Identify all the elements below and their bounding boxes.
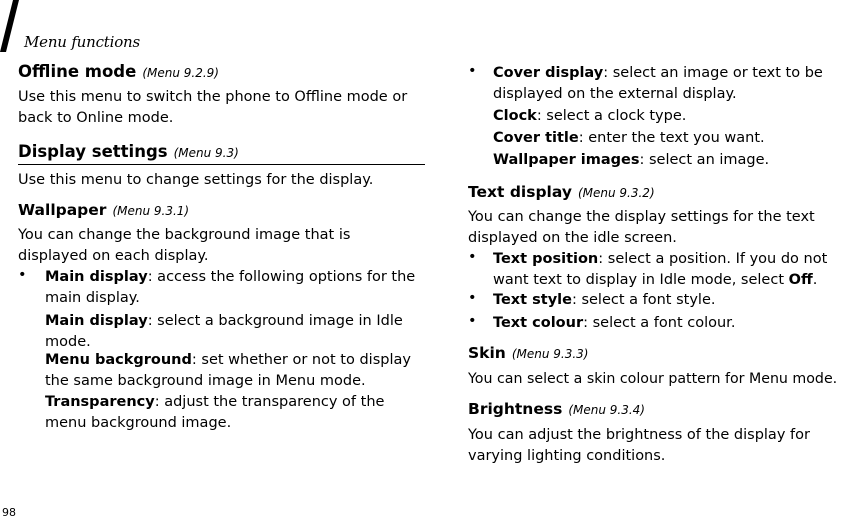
sub-option-menu-background: Menu background: set whether or not to display the same background image in Menu mode. bbox=[45, 352, 411, 389]
header-decoration bbox=[0, 0, 22, 52]
sub-option-main-display: Main display: select a background image in Idle mode. bbox=[45, 313, 403, 350]
section-divider bbox=[18, 164, 425, 165]
skin-body: You can select a skin colour pattern for Menu mode. bbox=[468, 371, 838, 387]
text-style-bullet: Text style: select a font style. bbox=[493, 292, 716, 308]
text-colour-bullet: Text colour: select a font colour. bbox=[493, 315, 736, 331]
skin-heading: Skin (Menu 9.3.3) bbox=[468, 344, 589, 362]
bullet-marker: • bbox=[468, 313, 477, 329]
bullet-marker: • bbox=[468, 63, 477, 79]
sub-option-clock: Clock: select a clock type. bbox=[493, 108, 687, 124]
offline-mode-heading: Offline mode (Menu 9.2.9) bbox=[18, 62, 219, 81]
main-display-bullet: Main display: access the following options for the main display. bbox=[45, 269, 416, 306]
bullet-marker: • bbox=[468, 290, 477, 306]
wallpaper-body: You can change the background image that is displayed on each display. bbox=[18, 227, 351, 264]
offline-mode-body: Use this menu to switch the phone to Offline mode or back to Online mode. bbox=[18, 89, 408, 126]
wallpaper-heading: Wallpaper (Menu 9.3.1) bbox=[18, 201, 190, 219]
sub-option-wallpaper-images: Wallpaper images: select an image. bbox=[493, 152, 770, 168]
bullet-marker: • bbox=[468, 249, 477, 265]
page-header-title: Menu functions bbox=[24, 33, 141, 51]
brightness-body: You can adjust the brightness of the display for varying lighting conditions. bbox=[468, 427, 810, 464]
display-settings-heading: Display settings (Menu 9.3) bbox=[18, 142, 239, 161]
cover-display-bullet: Cover display: select an image or text to be displayed on the external display. bbox=[493, 65, 823, 102]
brightness-heading: Brightness (Menu 9.3.4) bbox=[468, 400, 645, 418]
display-settings-body: Use this menu to change settings for the display. bbox=[18, 172, 374, 188]
sub-option-cover-title: Cover title: enter the text you want. bbox=[493, 130, 765, 146]
bullet-marker: • bbox=[18, 267, 27, 283]
text-display-heading: Text display (Menu 9.3.2) bbox=[468, 183, 655, 201]
page-number: 98 bbox=[2, 506, 16, 519]
text-display-body: You can change the display settings for the text displayed on the idle screen. bbox=[468, 209, 815, 246]
sub-option-transparency: Transparency: adjust the transparency of the menu background image. bbox=[45, 394, 385, 431]
text-position-bullet: Text position: select a position. If you do not want text to display in Idle mode, select Off. bbox=[493, 251, 828, 288]
